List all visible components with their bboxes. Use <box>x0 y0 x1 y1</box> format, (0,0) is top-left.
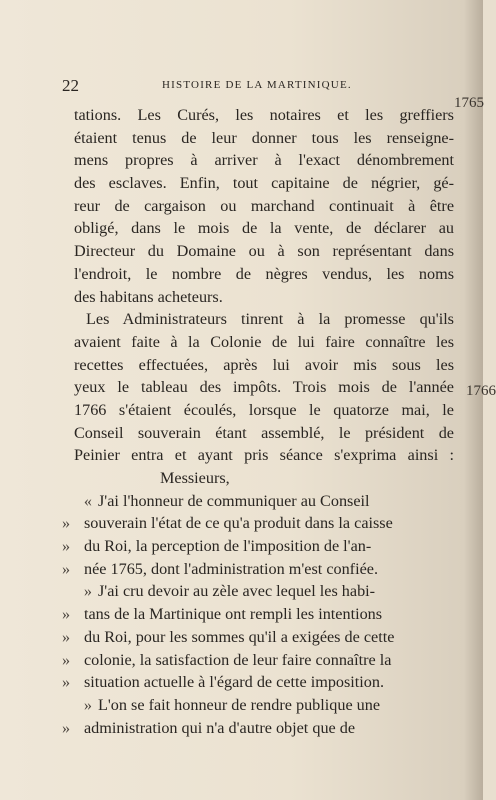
quote-mark: « <box>83 491 92 510</box>
text-line: Les Administrateurs tinrent à la promesse qu'ils <box>86 310 454 329</box>
text-line: obligé, dans le mois de la vente, de déclarer au <box>74 219 454 238</box>
quote-text: souverain l'état de ce qu'a produit dans la caisse <box>84 514 393 533</box>
quote-text: J'ai cru devoir au zèle avec lequel les habi- <box>98 582 376 601</box>
text-line: recettes effectuées, après lui avoir mis sous les <box>74 355 454 374</box>
text-line <box>62 649 454 672</box>
page-header <box>62 76 447 96</box>
text-line: tations. Les Curés, les notaires et les greffiers <box>74 106 454 124</box>
quote-text: née 1765, dont l'administration m'est confiée. <box>84 559 378 578</box>
quote-mark: » <box>83 695 92 714</box>
text-line <box>62 671 454 694</box>
text-line: yeux le tableau des impôts. Trois mois de l'année <box>74 378 454 397</box>
text-line <box>62 490 454 513</box>
quote-mark: » <box>62 650 71 669</box>
quote-mark: » <box>62 514 71 533</box>
text-line <box>62 558 454 581</box>
text-line: des habitans acheteurs. <box>74 287 223 306</box>
text-line <box>62 535 454 558</box>
quote-mark: » <box>62 559 71 578</box>
text-line: reur de cargaison ou marchand continuait à être <box>74 196 454 215</box>
margin-year-note: 1766 <box>466 383 496 399</box>
quote-text: J'ai l'honneur de communiquer au Conseil <box>98 491 370 510</box>
text-line: mens propres à arriver à l'exact dénombrement <box>74 151 454 170</box>
quote-text: tans de la Martinique ont rempli les intentions <box>84 605 383 624</box>
text-line: Peinier entra et ayant pris séance s'exprima ainsi : <box>74 446 454 465</box>
text-line: des esclaves. Enfin, tout capitaine de négrier, gé- <box>74 174 454 193</box>
text-line: étaient tenus de leur donner tous les renseigne- <box>74 128 454 147</box>
quote-mark: » <box>62 537 71 556</box>
margin-year-note: 1765 <box>454 95 484 111</box>
quote-mark: » <box>62 627 71 646</box>
text-line <box>62 626 454 649</box>
quote-mark: » <box>83 582 92 601</box>
text-line <box>62 717 454 740</box>
text-line <box>62 580 454 603</box>
quote-text: colonie, la satisfaction de leur faire connaître la <box>84 650 392 669</box>
body-text <box>62 104 454 739</box>
text-line: l'endroit, le nombre de nègres vendus, les noms <box>74 264 454 283</box>
quote-mark: » <box>62 718 71 737</box>
running-title: HISTOIRE DE LA MARTINIQUE. <box>162 79 352 91</box>
quote-text: du Roi, pour les sommes qu'il a exigées de cette <box>84 627 395 646</box>
page-number: 22 <box>62 76 79 95</box>
quote-mark: » <box>62 673 71 692</box>
text-line <box>62 512 454 535</box>
quote-text: situation actuelle à l'égard de cette imposition. <box>84 673 385 692</box>
text-line <box>62 603 454 626</box>
text-line: Directeur du Domaine ou à son représentant dans <box>74 242 454 261</box>
text-line: Conseil souverain étant assemblé, le président de <box>74 423 454 442</box>
text-line <box>62 694 454 717</box>
quote-text: administration qui n'a d'autre objet que de <box>84 718 356 737</box>
quote-text: du Roi, la perception de l'imposition de l'an- <box>84 537 372 556</box>
quote-mark: » <box>62 605 71 624</box>
quote-text: L'on se fait honneur de rendre publique une <box>98 695 381 714</box>
text-line: avaient faite à la Colonie de lui faire connaître les <box>74 332 454 351</box>
text-line: Messieurs, <box>160 469 230 487</box>
text-line: 1766 s'étaient écoulés, lorsque le quatorze mai, le <box>74 400 454 419</box>
